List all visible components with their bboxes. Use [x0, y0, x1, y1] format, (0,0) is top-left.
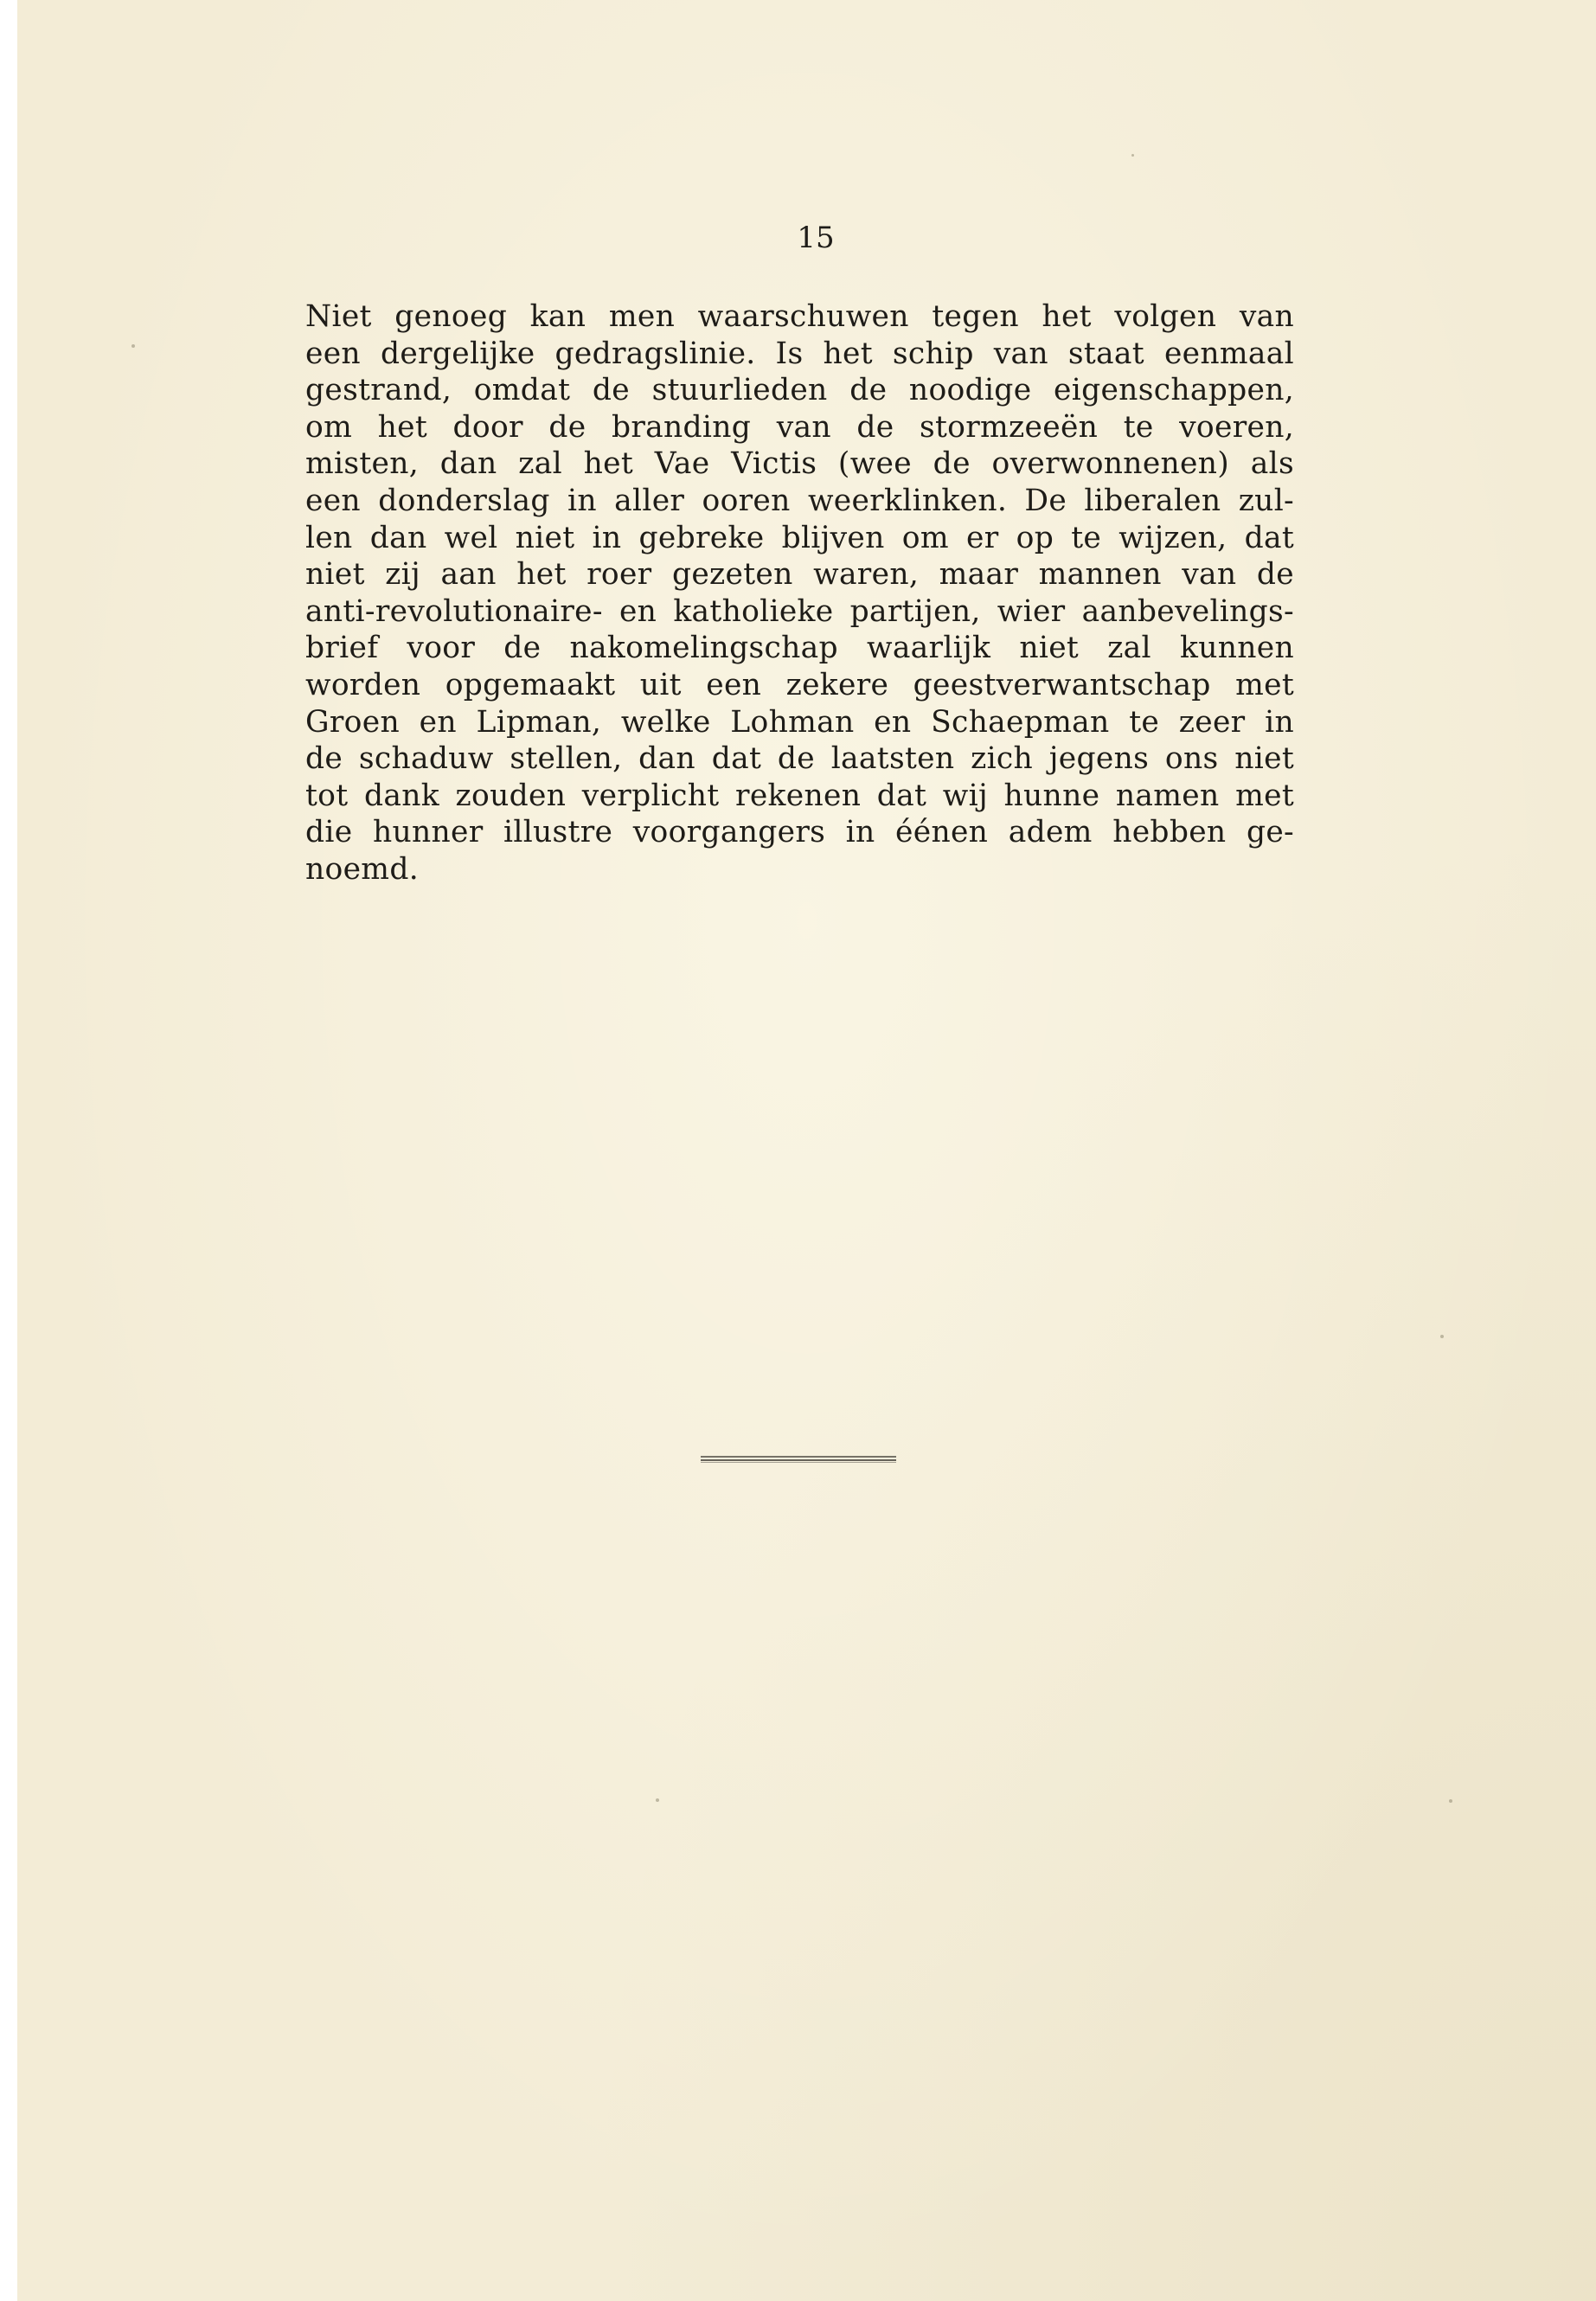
text-line: tot dank zouden verplicht rekenen dat wij hunne namen met: [305, 778, 1294, 813]
book-page: [17, 0, 1596, 2301]
rule-line: [701, 1462, 896, 1463]
paper-speck: [1131, 154, 1134, 157]
text-line: anti-revolutionaire- en katholieke partijen, wier aanbevelings-: [305, 593, 1294, 629]
text-line: noemd.: [305, 851, 419, 887]
text-line: niet zij aan het roer gezeten waren, maar mannen van de: [305, 557, 1294, 593]
text-line: Niet genoeg kan men waarschuwen tegen het volgen van: [305, 299, 1294, 334]
text-line: een dergelijke gedragslinie. Is het schip van staat eenmaal: [305, 336, 1294, 371]
paper-speck: [1449, 1799, 1452, 1803]
text-line: len dan wel niet in gebreke blijven om er op te wijzen, dat: [305, 520, 1294, 555]
paper-speck: [656, 1798, 659, 1802]
text-line: een donderslag in aller ooren weerklinken. De liberalen zul-: [305, 483, 1294, 518]
text-line: die hunner illustre voorgangers in éénen adem hebben ge-: [305, 815, 1294, 850]
text-line: de schaduw stellen, dan dat de laatsten zich jegens ons niet: [305, 741, 1294, 777]
rule-line: [701, 1456, 896, 1458]
paper-speck: [131, 344, 135, 348]
body-paragraph: [305, 298, 1294, 888]
page-number: 15: [797, 221, 835, 255]
rule-line: [701, 1459, 896, 1461]
text-line: om het door de branding van de stormzeeën te voeren,: [305, 409, 1294, 445]
text-line: Groen en Lipman, welke Lohman en Schaepman te zeer in: [305, 704, 1294, 740]
paper-speck: [1440, 1335, 1444, 1338]
text-line: gestrand, omdat de stuurlieden de noodige eigenschappen,: [305, 373, 1294, 408]
text-line: brief voor de nakomelingschap waarlijk niet zal kunnen: [305, 631, 1294, 666]
end-rule-divider: [701, 1456, 896, 1464]
text-line: worden opgemaakt uit een zekere geestverwantschap met: [305, 667, 1294, 702]
text-line: misten, dan zal het Vae Victis (wee de overwonnenen) als: [305, 446, 1294, 482]
